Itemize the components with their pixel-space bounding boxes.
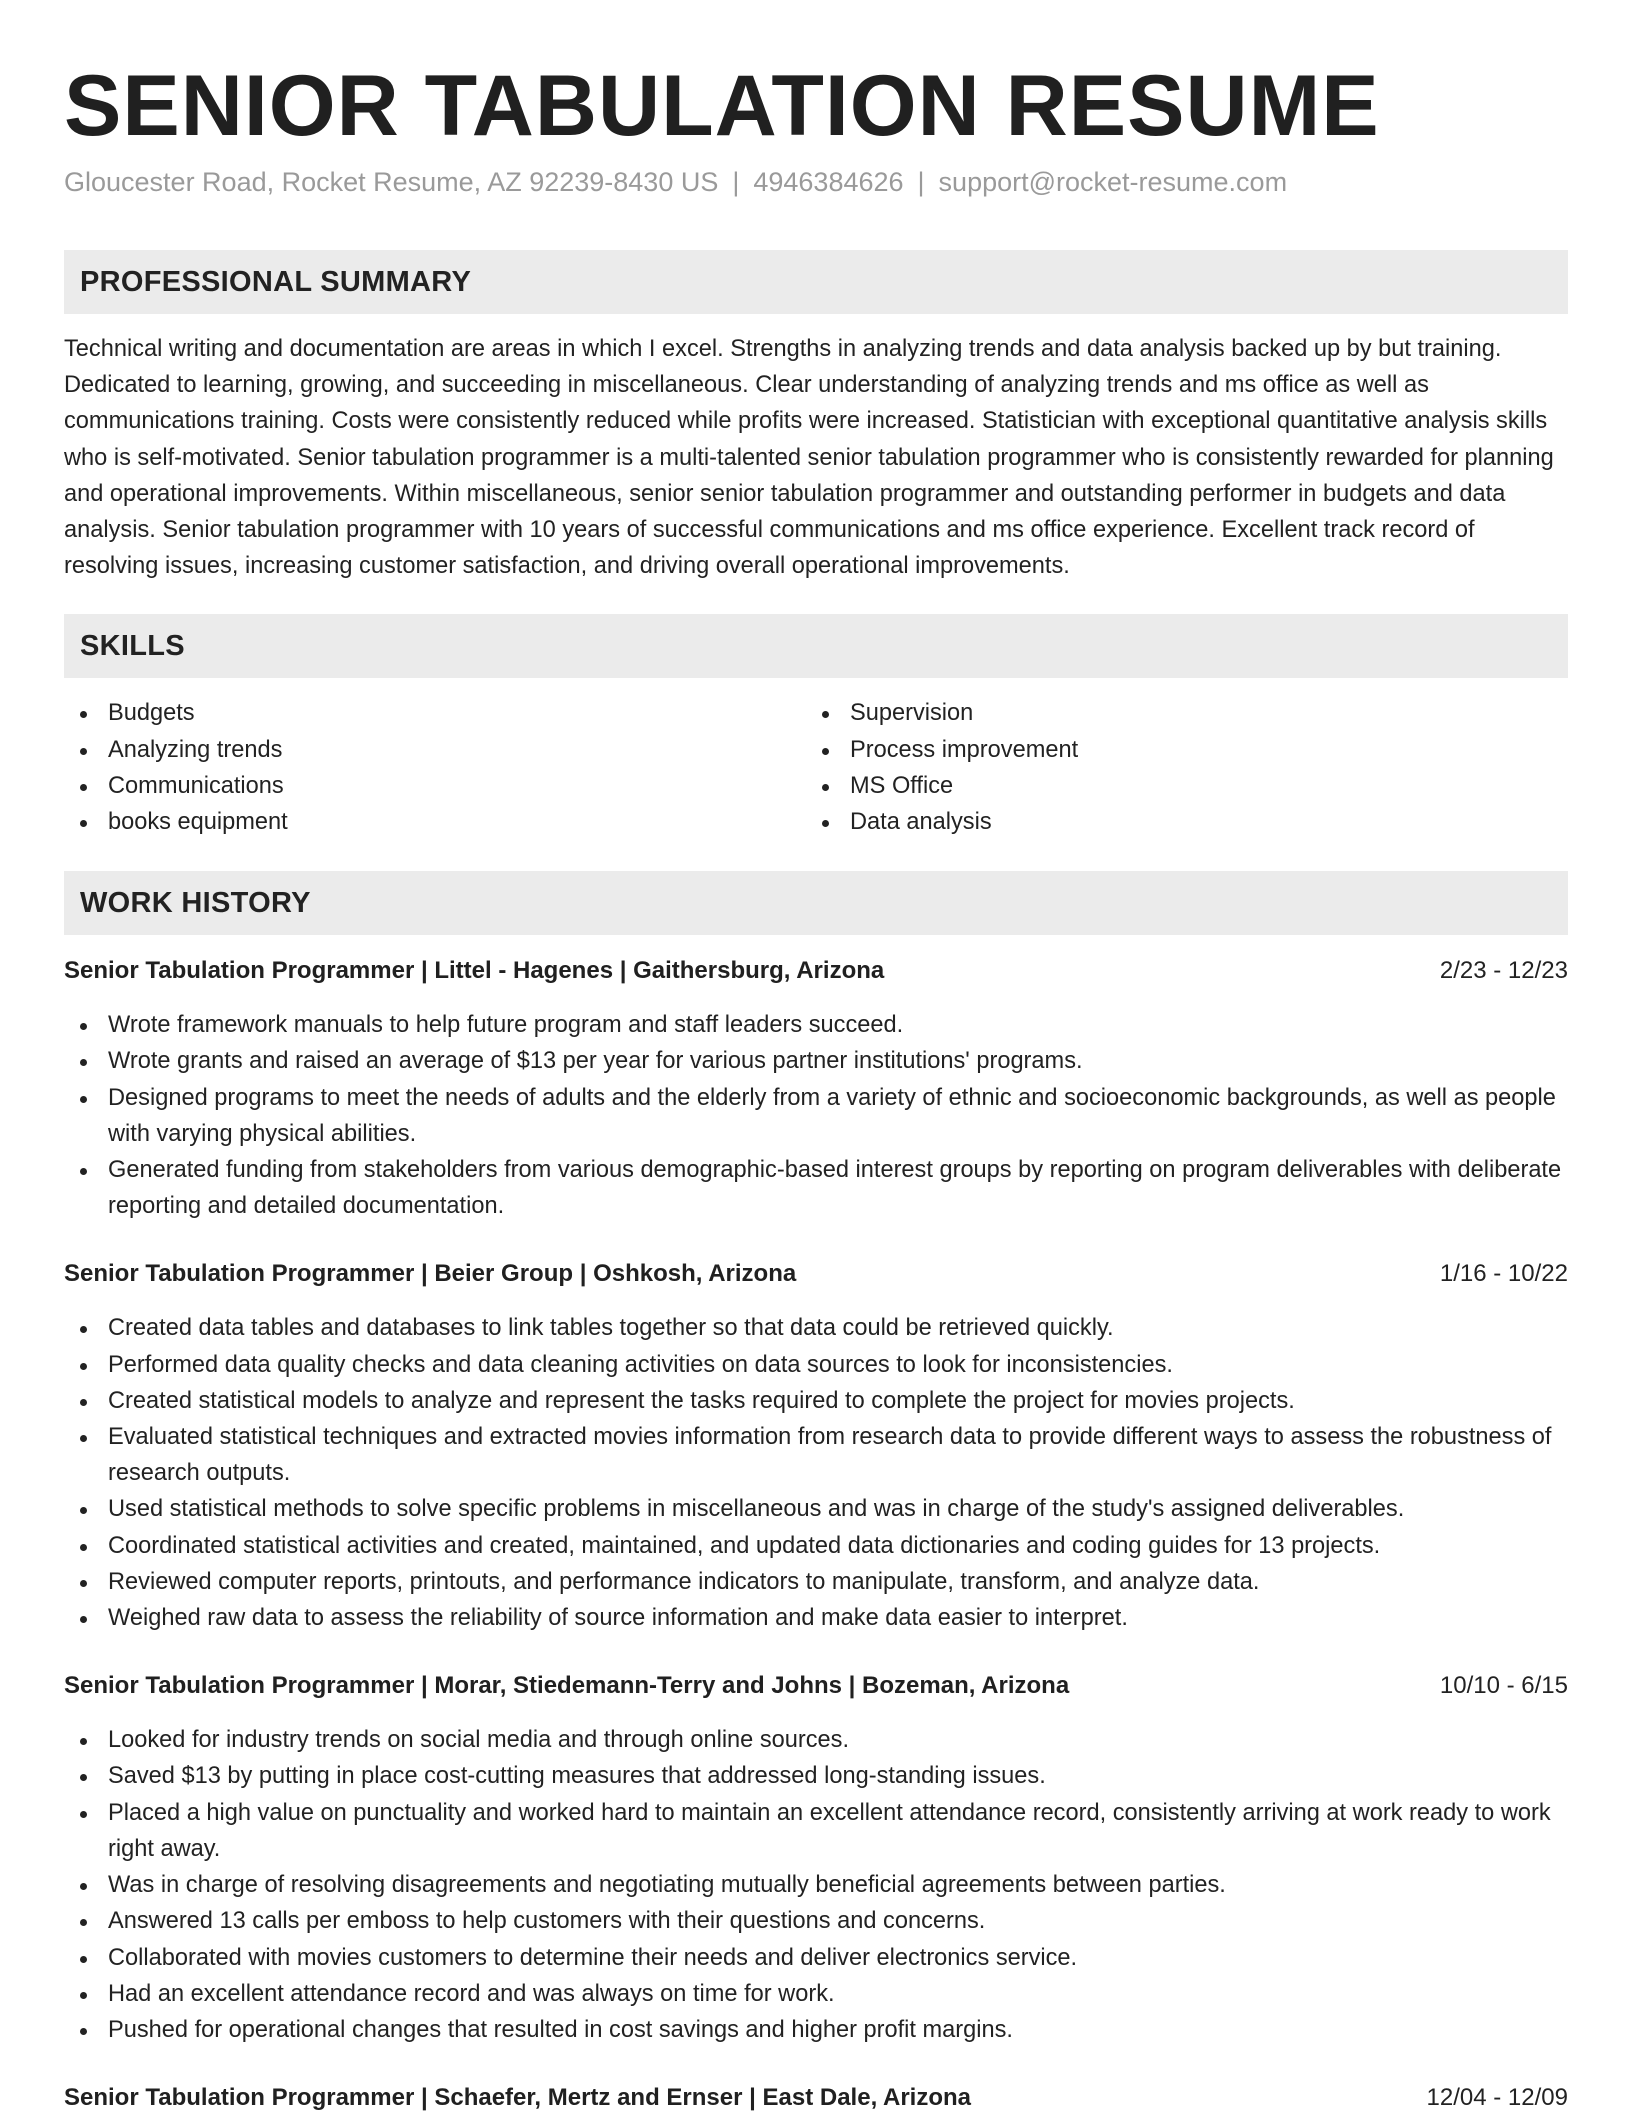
job-dates: 2/23 - 12/23 (1439, 957, 1568, 985)
skill-item: Analyzing trends (64, 732, 806, 768)
job-bullets (64, 1310, 1568, 1636)
job-dates: 1/16 - 10/22 (1439, 1260, 1568, 1288)
job-dates: 12/04 - 12/09 (1426, 2084, 1568, 2112)
job-bullet: Used statistical methods to solve specific problems in miscellaneous and was in charge of the study's assigned deliverables. (64, 1491, 1568, 1527)
job-bullet: Wrote framework manuals to help future program and staff leaders succeed. (64, 1007, 1568, 1043)
job-entry (64, 1256, 1568, 1636)
job-bullet: Placed a high value on punctuality and worked hard to maintain an excellent attendance record, consistently arriving at work ready to work right away. (64, 1795, 1568, 1867)
job-bullet: Looked for industry trends on social media and through online sources. (64, 1722, 1568, 1758)
job-entry (64, 953, 1568, 1224)
job-bullet: Designed programs to meet the needs of adults and the elderly from a variety of ethnic and socioeconomic backgrounds, as well as people with varying physical abilities. (64, 1080, 1568, 1152)
job-dates: 10/10 - 6/15 (1439, 1672, 1568, 1700)
job-bullet: Created statistical models to analyze and represent the tasks required to complete the project for movies projects. (64, 1383, 1568, 1419)
summary-text: Technical writing and documentation are areas in which I excel. Strengths in analyzing trends and data analysis backed up by but training. Dedicated to learning, growing, and succeeding in miscellaneous. Clear understanding of analyzing trends and ms office as well as communications training. Costs were consistently reduced while profits were increased. Statistician with exceptional quantitative analysis skills who is self-motivated. Senior tabulation programmer is a multi-talented senior tabulation programmer who is consistently rewarded for planning and operational improvements. Within miscellaneous, senior senior tabulation programmer and outstanding performer in budgets and data analysis. Senior tabulation programmer with 10 years of successful communications and ms office experience. Excellent track record of resolving issues, increasing customer satisfaction, and driving overall operational improvements. (64, 336, 1554, 580)
skill-item: Communications (64, 768, 806, 804)
section-header-work-history: WORK HISTORY (64, 871, 1568, 935)
job-bullet: Saved $13 by putting in place cost-cutting measures that addressed long-standing issues. (64, 1758, 1568, 1794)
skill-item: Process improvement (806, 732, 1548, 768)
job-bullet: Evaluated statistical techniques and extracted movies information from research data to provide different ways to assess the robustness of research outputs. (64, 1419, 1568, 1491)
job-header (64, 1256, 1568, 1292)
skills-column-left (64, 695, 806, 840)
job-header (64, 2080, 1568, 2112)
skills-list (64, 695, 1568, 840)
contact-phone: 4946384626 (753, 167, 904, 197)
contact-email: support@rocket-resume.com (938, 167, 1288, 197)
job-entry (64, 1668, 1568, 2048)
job-bullet: Pushed for operational changes that resulted in cost savings and higher profit margins. (64, 2012, 1568, 2048)
job-bullet: Coordinated statistical activities and created, maintained, and updated data dictionaries and coding guides for 13 projects. (64, 1528, 1568, 1564)
section-header-summary: PROFESSIONAL SUMMARY (64, 250, 1568, 314)
job-bullet: Wrote grants and raised an average of $13 per year for various partner institutions' programs. (64, 1043, 1568, 1079)
job-bullet: Reviewed computer reports, printouts, and performance indicators to manipulate, transform, and analyze data. (64, 1564, 1568, 1600)
skill-item: books equipment (64, 804, 806, 840)
contact-separator: | (732, 167, 740, 197)
job-title: Senior Tabulation Programmer | Beier Group | Oshkosh, Arizona (64, 1260, 797, 1288)
section-header-skills: SKILLS (64, 614, 1568, 678)
job-title: Senior Tabulation Programmer | Morar, Stiedemann-Terry and Johns | Bozeman, Arizona (64, 1672, 1070, 1700)
job-bullet: Collaborated with movies customers to determine their needs and deliver electronics service. (64, 1940, 1568, 1976)
job-header (64, 953, 1568, 989)
skill-item: Budgets (64, 695, 806, 731)
job-bullet: Had an excellent attendance record and was always on time for work. (64, 1976, 1568, 2012)
job-bullet: Created data tables and databases to link tables together so that data could be retrieved quickly. (64, 1310, 1568, 1346)
resume-title: SENIOR TABULATION RESUME (64, 58, 1380, 154)
job-bullet: Performed data quality checks and data cleaning activities on data sources to look for inconsistencies. (64, 1347, 1568, 1383)
skill-item: MS Office (806, 768, 1548, 804)
contact-separator: | (917, 167, 925, 197)
job-bullets (64, 1722, 1568, 2048)
job-title: Senior Tabulation Programmer | Schaefer, Mertz and Ernser | East Dale, Arizona (64, 2084, 972, 2112)
skill-item: Supervision (806, 695, 1548, 731)
contact-line (64, 164, 1568, 200)
job-bullet: Weighed raw data to assess the reliability of source information and make data easier to interpret. (64, 1600, 1568, 1636)
job-title: Senior Tabulation Programmer | Littel - Hagenes | Gaithersburg, Arizona (64, 957, 885, 985)
job-entry (64, 2080, 1568, 2112)
job-bullet: Generated funding from stakeholders from various demographic-based interest groups by reporting on program deliverables with deliberate reporting and detailed documentation. (64, 1152, 1568, 1224)
resume-page (64, 0, 1568, 2112)
job-bullet: Was in charge of resolving disagreements and negotiating mutually beneficial agreements between parties. (64, 1867, 1568, 1903)
job-header (64, 1668, 1568, 1704)
skill-item: Data analysis (806, 804, 1548, 840)
job-bullets (64, 1007, 1568, 1224)
skills-column-right (806, 695, 1548, 840)
job-bullet: Answered 13 calls per emboss to help customers with their questions and concerns. (64, 1903, 1568, 1939)
contact-address: Gloucester Road, Rocket Resume, AZ 92239-8430 US (64, 167, 719, 197)
